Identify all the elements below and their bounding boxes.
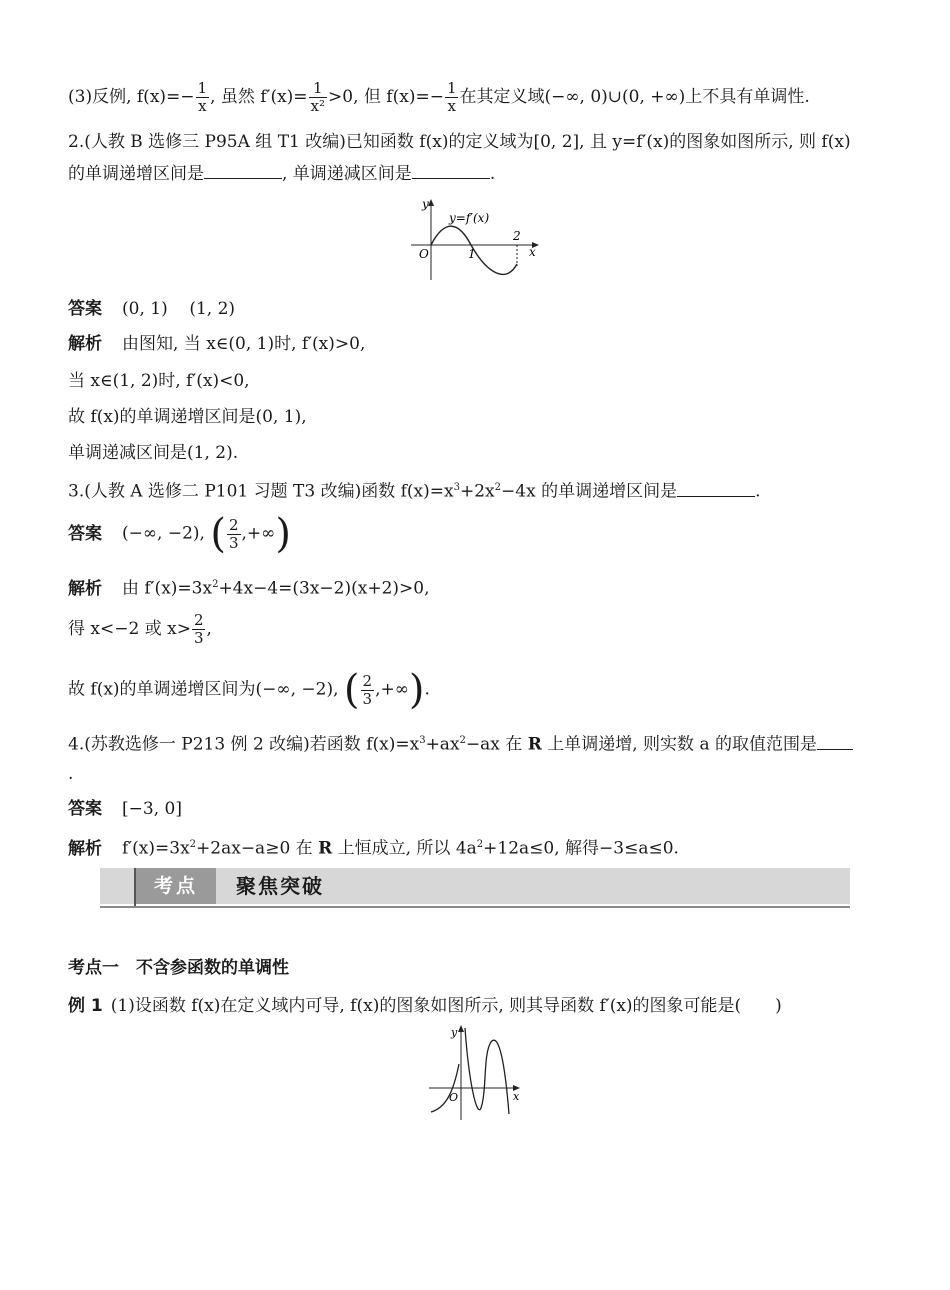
y-axis-label: y: [451, 1026, 458, 1039]
banner-title: 聚焦突破: [236, 874, 324, 898]
x-axis-label: x: [529, 245, 536, 259]
origin-label: O: [449, 1091, 459, 1104]
q2-analysis-1: 解析 由图知, 当 x∈(0, 1)时, f′(x)>0,: [68, 334, 366, 354]
section-banner: [100, 868, 850, 910]
tick-label-1: 1: [468, 247, 476, 261]
q3-analysis-1: 解析 由 $f'(x)=3x^2+4x-4=(3x-2)(x+2)>0$,: [68, 578, 430, 599]
fraction: $\frac{1}{x}$: [446, 79, 457, 115]
q3-analysis-2: 得 x<−2 或 x> $\frac{2}{3}$ ,: [68, 611, 212, 647]
answer-blank: [204, 162, 282, 179]
answer-value: (0, 1) (1, 2): [122, 299, 236, 319]
analysis-label: 解析: [68, 838, 102, 859]
p3-line: [68, 80, 810, 115]
fraction: $\frac{2}{3}$: [362, 671, 373, 708]
banner-tab: 考点: [136, 868, 216, 904]
p3-text-1: (3)反例,: [68, 87, 137, 107]
example-1-function-graph: [425, 1024, 525, 1122]
answer-label: 答案: [68, 799, 102, 819]
fraction: $\frac{2}{3}$: [228, 515, 239, 552]
q4-answer: 答案 [−3, 0]: [68, 799, 182, 819]
tick-label-2: 2: [513, 229, 521, 243]
p3-text-2: f(x)=−: [136, 87, 195, 107]
p3-text-3: , 虽然 f′(x)=: [210, 87, 308, 107]
p3-text-4: >0, 但 f(x)=−: [328, 87, 444, 107]
answer-blank: [817, 733, 853, 750]
example-1-question: 例 1 (1)设函数 f(x)在定义域内可导, f(x)的图象如图所示, 则其导函数 f′(x)的图象可能是( ): [68, 996, 782, 1016]
p3-text-5: 在其定义域(−∞, 0)∪(0, +∞)上不具有单调性.: [459, 87, 810, 107]
analysis-label: 解析: [68, 334, 102, 354]
fraction: $\frac{2}{3}$: [193, 611, 204, 647]
q4-question: 4.(苏教选修一 P213 例 2 改编)若函数 $f(x)=x^3+ax^2-ax$ 在 R 上单调递增, 则实数 a 的取值范围是: [68, 729, 853, 757]
origin-label: O: [419, 247, 429, 261]
fraction: $\frac{1}{x}$: [197, 79, 208, 115]
section-heading: 考点一 不含参函数的单调性: [68, 958, 289, 978]
answer-label: 答案: [68, 299, 102, 319]
answer-label: 答案: [68, 523, 102, 544]
q2-question-line-2: 的单调递增区间是 , 单调递减区间是 .: [68, 164, 496, 184]
q2-derivative-graph: [405, 196, 545, 282]
q4-question-period: .: [68, 764, 74, 784]
q2-analysis-2: 当 x∈(1, 2)时, f′(x)<0,: [68, 371, 250, 391]
example-label: 例 1: [68, 996, 103, 1016]
answer-blank: [412, 162, 490, 179]
curve-label: y=f′(x): [449, 211, 490, 225]
q2-analysis-3: 故 f(x)的单调递增区间是(0, 1),: [68, 407, 307, 427]
q3-answer: 答案 (−∞, −2), ( $\frac{2}{3}$ ,+∞): [68, 511, 291, 557]
x-axis-label: x: [513, 1090, 520, 1103]
fraction: $\frac{1}{\text{x²}}$: [310, 79, 326, 115]
q3-analysis-3: 故 f(x)的单调递增区间为(−∞, −2), ( $\frac{2}{3}$ ,+∞).: [68, 667, 430, 713]
answer-blank: [677, 480, 755, 497]
y-axis-label: y: [422, 197, 429, 211]
q2-analysis-4: 单调递减区间是(1, 2).: [68, 443, 239, 463]
q2-question-line-1: 2.(人教 B 选修三 P95A 组 T1 改编)已知函数 f(x)的定义域为[0, 2], 且 y=f′(x)的图象如图所示, 则 f(x): [68, 132, 851, 152]
q2-answer: [68, 297, 235, 321]
q3-question: 3.(人教 A 选修二 P101 习题 T3 改编)函数 $f(x)=x^3+2x^2-4x$ 的单调递增区间是 .: [68, 481, 761, 502]
q4-analysis: 解析 $f'(x)=3x^2+2ax-a\ge 0$ 在 R 上恒成立, 所以 $4a^2+12a\le 0$, 解得−3≤a≤0.: [68, 838, 679, 859]
analysis-label: 解析: [68, 578, 102, 599]
